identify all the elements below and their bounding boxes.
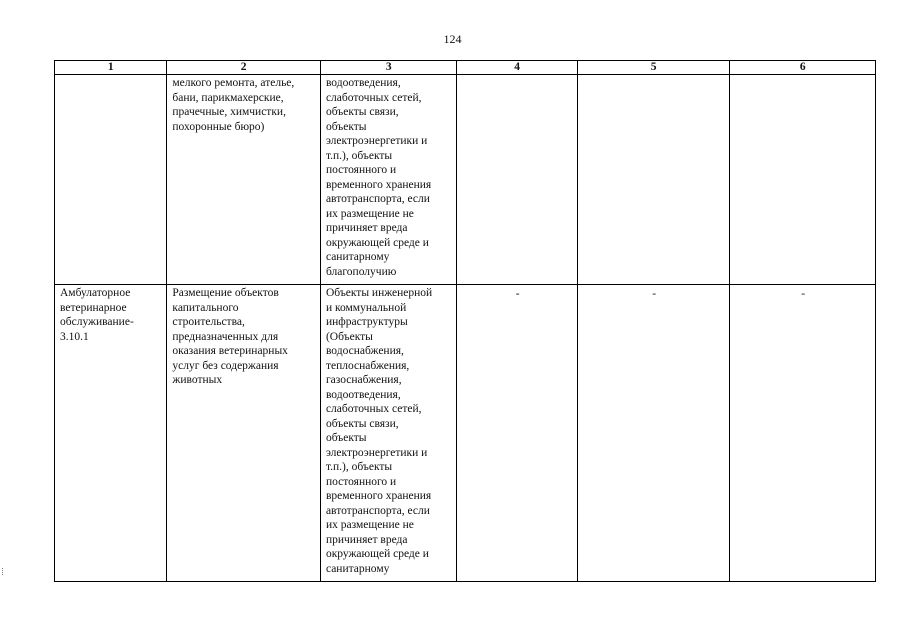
cell-description: Размещение объектов капитального строительства, предназначенных для оказания ветеринарных услуг без содержания животных	[167, 285, 321, 582]
regulations-table	[54, 60, 876, 582]
cell-col5	[577, 75, 730, 285]
cell-col5: -	[577, 285, 730, 582]
cell-col4: -	[457, 285, 577, 582]
table-header-row	[55, 61, 876, 75]
table-row	[55, 75, 876, 285]
column-header-3: 3	[320, 61, 456, 75]
cell-auxiliary-uses: Объекты инженерной и коммунальной инфраструктуры (Объекты водоснабжения, теплоснабжения, газоснабжения, водоотведения, слаботочных сетей, объекты связи, объекты электроэнергетики и т.п.), объекты постоянного и временного хранения автотранспорта, если их размещение не причиняет вреда окружающей среде и санитарному	[320, 285, 456, 582]
cell-use-type	[55, 75, 167, 285]
column-header-4: 4	[457, 61, 577, 75]
column-header-6: 6	[730, 61, 876, 75]
cell-col4	[457, 75, 577, 285]
column-header-1: 1	[55, 61, 167, 75]
cell-col6: -	[730, 285, 876, 582]
cell-description: мелкого ремонта, ателье, бани, парикмахерские, прачечные, химчистки, похоронные бюро)	[167, 75, 321, 285]
cell-auxiliary-uses: водоотведения, слаботочных сетей, объекты связи, объекты электроэнергетики и т.п.), объекты постоянного и временного хранения автотранспорта, если их размещение не причиняет вреда окружающей среде и санитарному благополучию	[320, 75, 456, 285]
column-header-2: 2	[167, 61, 321, 75]
cell-col6	[730, 75, 876, 285]
scan-edge-mark	[2, 568, 6, 575]
table-row	[55, 285, 876, 582]
cell-use-type: Амбулаторное ветеринарное обслуживание- 3.10.1	[55, 285, 167, 582]
page-number: 124	[443, 32, 462, 46]
column-header-5: 5	[577, 61, 730, 75]
